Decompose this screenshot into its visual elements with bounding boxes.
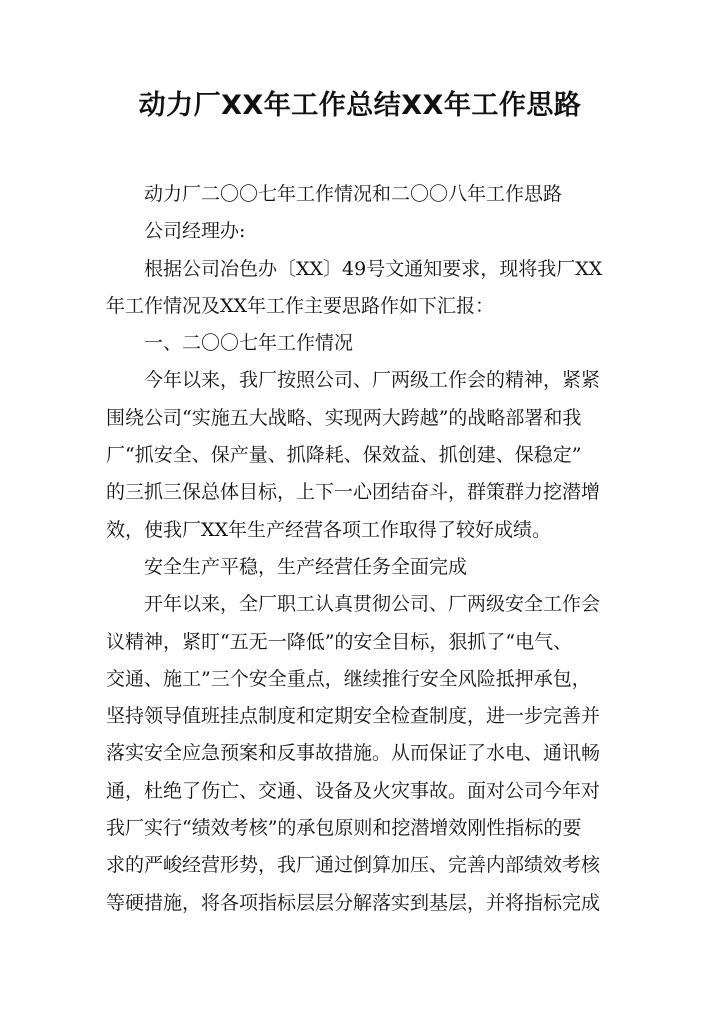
paragraph-line: 效，使我厂XX年生产经营各项工作取得了较好成绩。 xyxy=(106,518,552,541)
paragraph-line: 年工作情况及XX年工作主要思路作如下汇报： xyxy=(106,294,495,317)
paragraph-line: 我厂实行“绩效考核”的承包原则和挖潜增效刚性指标的要 xyxy=(106,817,582,840)
document-title: 动力厂XX年工作总结XX年工作思路 xyxy=(138,90,582,121)
paragraph-line: 落实安全应急预案和反事故措施。从而保证了水电、通讯畅 xyxy=(106,742,601,765)
subsection-heading: 安全生产平稳，生产经营任务全面完成 xyxy=(144,555,468,578)
paragraph-line: 坚持领导值班挂点制度和定期安全检查制度，进一步完善并 xyxy=(106,705,601,728)
paragraph-line: 的三抓三保总体目标，上下一心团结奋斗，群策群力挖潜增 xyxy=(106,481,601,504)
paragraph-line: 议精神，紧盯“五无一降低”的安全目标，狠抓了“电气、 xyxy=(106,630,573,653)
paragraph-line: 通，杜绝了伤亡、交通、设备及火灾事故。面对公司今年对 xyxy=(106,779,601,802)
paragraph-line: 交通、施工”三个安全重点，继续推行安全风险抵押承包， xyxy=(106,667,591,690)
subtitle-line: 动力厂二〇〇七年工作情况和二〇〇八年工作思路 xyxy=(144,183,563,205)
paragraph-line: 求的严峻经营形势，我厂通过倒算加压、完善内部绩效考核 xyxy=(106,854,601,877)
paragraph-line: 根据公司冶色办〔XX〕49号文通知要求，现将我厂XX xyxy=(144,257,603,280)
paragraph-line: 围绕公司“实施五大战略、实现两大跨越”的战略部署和我 xyxy=(106,406,582,429)
paragraph-line: 厂“抓安全、保产量、抓降耗、保效益、抓创建、保稳定” xyxy=(106,444,582,467)
document-body xyxy=(106,176,616,922)
paragraph-line: 等硬措施，将各项指标层层分解落实到基层，并将指标完成 xyxy=(106,891,601,914)
addressee-line: 公司经理办: xyxy=(144,220,246,243)
paragraph-line: 开年以来，全厂职工认真贯彻公司、厂两级安全工作会 xyxy=(144,593,601,616)
section-heading: 一、二〇〇七年工作情况 xyxy=(144,332,354,355)
paragraph-line: 今年以来，我厂按照公司、厂两级工作会的精神，紧紧 xyxy=(144,369,601,392)
